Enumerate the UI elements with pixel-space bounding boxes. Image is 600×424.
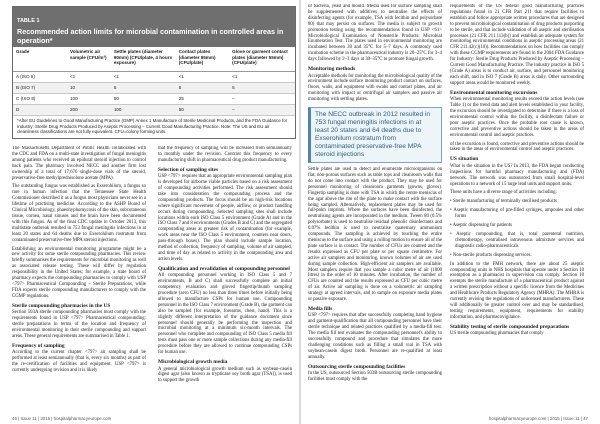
bullet-item: • Sterile manufacturing of terminally sterilised products [450, 199, 557, 205]
table-cell: 5 [229, 83, 295, 94]
table-tag: TABLE 1 [17, 18, 40, 24]
table-row [13, 83, 295, 94]
table-cell: <1 [111, 72, 176, 83]
table-cell: – [229, 105, 295, 116]
left-body [12, 146, 292, 412]
table-cell: 25 [176, 94, 229, 105]
column-header: Volumetric air sample (CFU/m³) [67, 47, 111, 72]
table-cell: D [13, 105, 67, 116]
section-heading: Sterile compounding pharmacies in the US [12, 302, 111, 309]
table-cell: 200 [67, 105, 111, 116]
column-header: Contact plates (diameter 55mm) (CFU/plate) [176, 47, 229, 72]
table-cell: 100 [67, 94, 111, 105]
body-paragraph: A general microbiological growth medium such as soybean-casein digest agar (also known as trypticase soy broth agar (TSA)), is used to support the growth [158, 366, 292, 384]
table-row [13, 94, 295, 105]
bullet-item: • Aseptic dispensing for patients [450, 223, 512, 229]
section-heading: Monitoring methods [308, 66, 356, 73]
column-header: Grade [13, 47, 67, 72]
body-paragraph: When environmental monitoring results exceed the action levels (see Table 1) or the trend data and alert levels established in your facility, the excursion should be investigated to determine if there is a loss of environmental control within the facility, a disinfectant failure or poor aseptic practices. Once the probable root cause is known, corrective and preventive actions should be taken in the areas of environmental control and aseptic practices. [450, 97, 584, 138]
section-heading: Stability testing of sterile compounded preparations [450, 323, 570, 330]
table-title: Recommended action limits for microbial contamination in controlled areas in operation* [17, 27, 284, 45]
body-paragraph: The Massachusetts Department of Public Health collaborated with the CDC and FDA on a multi-state investigation of fungal meningitis among patients who received an epidural steroid injection to control back pain. The pharmacy involved NECC and another firm lost ownership of a total of 17,676 single-dose vials of the steroid, preservative-free methylprednisolone acetate (MPA). [12, 146, 146, 181]
body-paragraph: According to the current chapter <797> air sampling shall be performed at least semiannually (that is, every six months) as part of the re-certification of facilities and equipment. USP <797> is currently undergoing revision and it is likely [12, 350, 146, 373]
body-paragraph: These units have a diverse range of activities including: [450, 190, 557, 196]
body-paragraph: In the US, outsourced Section 503B outsourcing sterile compounding facilities must comply with the [308, 371, 442, 383]
body-paragraph: Establishing an environmental monitoring programme might be a new activity for some sterile compounding pharmacies. This review briefly summarises the requirements for microbial monitoring as well as associated release testing. These will differ by regulation responsibility in the United States; for example, a state board of pharmacy expects the compounding pharmacies to comply with USP <797> Pharmaceutical Compounding – Sterile Preparations, while FDA expects sterile compounding manufacturers to comply with the CGMP regulations. [12, 246, 146, 299]
bullet-item: • Non-sterile products dispensing services. [450, 252, 532, 258]
column-header: Glove or garment contact plates (diameter 55mm) (CFU/plate) [229, 47, 295, 72]
body-paragraph: requirements of the US federal good manufacturing practices regulations found in 21 CFR Part 211 that require facilities to establish and follow appropriate written procedures that are designed to prevent microbiological contamination of drug products purporting to be sterile, and that include validation of all aseptic and sterilisation processes (21 CFR 211.113(b)) and establish an adequate system for monitoring environmental conditions in aseptic processing areas (21 CFR 211.42(c)(10)). Recommendations on how facilities can comply with these CGMP requirements are found in the 2004 FDA Guidance for Industry: Sterile Drug Products Produced by Aseptic Processing – Current Good Manufacturing Practice. The industry practice in ISO 5 (Grade A) areas is to conduct air, surface, and personnel monitoring each shift, and in ISO 7 (Grade B) areas is daily. Other surrounding support areas would be monitored weekly. [450, 4, 584, 86]
body-paragraph: The outstanding fungus was established as Exserohilum, a fungus so rare in human infection that the Tennessee State Health Commissioner described it as a fungus most physicians never see in a lifetime of practising medicine. According to the ASHP Board of Clinical Microbiology, phaeohyphomycosis of the skin, subcutaneous tissue, cornea, nasal sinuses and the brain have been documented with this fungus. As of the final CDC update in October 2013, this multistate outbreak resulted in 753 fungal meningitis infections in at least 20 states and 64 deaths due to Exserohilum rostratum from contaminated preservative-free MPA steroid injections. [12, 184, 146, 243]
bullet-item: • Aseptic compounding, that is, total parenteral nutrition, chemotherapy, centralised intravenous admixture services and diagnostic radio-pharmaceuticals [450, 232, 584, 249]
table-header [13, 7, 295, 47]
section-heading: Selection of sampling sites [158, 166, 219, 173]
section-heading: Microbiological growth media [158, 359, 228, 365]
body-paragraph: Settle plates are used to detect and enumerate microorganisms on flat, non-porous surfaces such as table tops and cleanroom walls that do not come into contact with the product. They may be used for personnel monitoring of cleanroom garments (gowns, gloves). Fingertip sampling is done with TSA in which the centre meniscus of the agar above the rim of the plate to make contact with the surface being sampled. Alternatively, replacement plates may be used for full-palm imprints. Where the surfaces have been disinfected, the neutralising agents are incorporated in the medium. Tween 80 (0.5% polysorbate) is used to neutralise residual phenolic disinfectants and 0.07% lecithin is used to neutralise quaternary ammonium compounds. The sampling is achieved by touching the entire meniscus to the surface and using a rolling motion to ensure all of the plate surface is in contact. The number of CFUs are counted and the results expressed as CFU per plate or per square centimetre. For active air samplers and monitoring, known volumes of air are used during sample collection. High-efficient air samplers are available. Most samplers require that you sample a cubic metre of air (1000 litres) in the order of 10 minutes. After incubation, the number of CFUs are counted and the results expressed as CFU per cubic metre of air. Active air sampling is done on a volumetric air sampling strategy at agreed intervals, and to sample on exposure media plates or passive exposure. [308, 167, 442, 303]
table-cell: C (ISO 8) [13, 94, 67, 105]
table-row [13, 105, 295, 116]
column-header: Settle plates (diameter 90mm) (CFU/plate, 4 hours exposure) [111, 47, 176, 72]
page-footer-left: 46 | Issue 11 | 2015 | hospitalpharmacyeurope.com [12, 416, 112, 421]
right-column-2 [450, 4, 584, 416]
table-cell: 5 [111, 83, 176, 94]
page-footer-right: hospitalpharmacyeurope.com | 2015 | Issue 11 | 47 [488, 416, 588, 421]
table-cell: – [229, 94, 295, 105]
body-paragraph: of the excursion is found, corrective and preventive actions should be taken in the areas of environmental control and aseptic practices. [450, 141, 584, 153]
table-cell: 5 [176, 83, 229, 94]
table-cell: 50 [176, 105, 229, 116]
body-paragraph: of bacteria, yeast and mould. Media used for surface sampling shall be supplemented with additives to neutralise the effects of disinfecting agents (for example, TSA with lecithin and polysorbate 80) that may persist on surfaces. The media is subject to growth promotion testing using the recommendations found in USP <61> Microbiological Examination of Nonsterile Products: Microbial Enumeration Test. The plates used in environmental monitoring are incubated between 30 and 35°C for 5–7 days. A commonly used incubation scheme in the pharmaceutical industry is 20–25°C for 3–4 days followed by 2–3 days at 30–35°C to promote fungal growth. [308, 4, 442, 63]
table-row [13, 72, 295, 83]
body-paragraph: Section 503A sterile compounding pharmacies must comply with the requirements found in USP <797> Pharmaceutical compounding: sterile preparations in terms of the location and frequency of environmental monitoring in their sterile compounding and support areas. These general requirements are summarised in Table 1. [12, 310, 146, 339]
body-paragraph: USP <797> requires that after successfully completing hand hygiene and garment-qualification that all compounding personnel have their sterile technique and related practices qualified by a media-fill test. The media fill test evaluates the compounding personnel's ability to successfully compound and procedure that simulates the more challenging conditions such as filling a small vial in TSA with soybean-casein digest broth. Personnel are re-qualified at least annually. [308, 313, 442, 360]
left-column-1 [12, 146, 146, 412]
action-limits-table [12, 6, 296, 139]
section-heading: Frequency of sampling [12, 342, 65, 349]
section-heading: Outsourcing sterile compounding facilities [308, 363, 406, 370]
body-paragraph: US sterile compounding pharmacies that comply [450, 331, 544, 337]
table-cell: <1 [229, 72, 295, 83]
table-cell: 10 [67, 83, 111, 94]
pull-quote: The NECC outbreak in 2012 resulted in 753 fungal meningitis infections in at least 20 states and 64 deaths due to Exserohilum rostratum from contaminated preservative-free MPA steroid injections [308, 107, 442, 163]
body-paragraph: In addition to the FMH network, there are about 25 aseptic compounding units in NHS hospitals that operate under a Section 10 exemption as a pharmacist in supervision can comply. Section 10 exempts the sterile manufacture of a pharmaceutical product against a written prescription without a specific licence from the Medicines and Healthcare Products Regulatory Agency (MHRA). The MHRA is currently revising the regulations of unlicensed manufacturers. These will additionally be greater control over and may be standardised, testing requirements, equipment, requirements for stability information, and pharmacovigilance. [450, 261, 584, 320]
body-paragraph: Acceptable methods for monitoring the microbiological quality of the environment include surface monitoring product contact on surfaces, floors, walls, and equipment with swabs and contact plates, and air monitoring with impact or centrifugal air samplers and passive air monitoring with settling plates. [308, 73, 442, 103]
bullet-item: • Aseptic manufacturing of pre-filled syringes, ampoules and other forms [450, 208, 584, 220]
table-cell: 100 [111, 105, 176, 116]
body-paragraph: USP <797> requires that an appropriate environmental sampling plan is developed for airborne viable particles based on a risk assessment of compounding activities performed. The risk assessment should take into consideration the compounding process and the compounding products. The focus should be on high-risk locations where significant movement of people, airflow, or product handling occurs during compounding. Selected sampling sites shall include locations within each ISO Class 5 environment (Grade A) and in the ISO Class 7 and 8 environments (Grades B and C) and the segregated compounding areas at greatest risk of contamination (for example, work areas near the ISO Class 5 environment, counters near doors, pass-through boxes). The plan should include sample location, method of collection, frequency of sampling, volume of air sampled, and time of day as related to activity in the compounding area and action levels. [158, 174, 292, 262]
table-cell: 50 [111, 94, 176, 105]
table-cell: <1 [67, 72, 111, 83]
section-heading: US situation [450, 156, 479, 163]
table-footnote: *After EU Guidelines to Good Manufacturing Practice (GMP) Annex 1 Manufacture of Sterile Medicinal Products, and the FDA Guidance for Industry: Sterile Drug Products Produced by Aseptic Processing – Current Good Manufacturing Practice. Note: The US and EU air cleanliness classifications are not fully equivalent. CFU=colony forming units. [17, 118, 288, 135]
limits-grid [13, 47, 295, 116]
right-column-1 [308, 4, 442, 416]
section-heading: Media fills [308, 305, 333, 312]
table-cell: B (ISO 7) [13, 83, 67, 94]
table-cell: <1 [176, 72, 229, 83]
body-paragraph: All compounding personnel working in ISO Class 5 and 7 environments, B and C) shall successfully complete an initial competency evaluation and gloved fingertip/thumb sampling procedure (zero CFU) no less than three times before initially being allowed to manufacture CSPs for human use. Compounding personnel in the ISO Class 7 environment (Grade B), the garment can also be sampled (for example, forearms, chest, hand). This is a slightly different interpretation of the guidance document since personnel should generally be performing the inspection and microbial monitoring at a minimum six-month intervals. The personnel who complete and compounding of ISO Class 5 media fill tests must pass one or more sample collections during any media-fill procedure before they are allowed to continue compounding CSPs for human use. [158, 273, 292, 356]
body-paragraph: What is the situation in the US? In 2013, the FDA began conducting inspections for harmful pharmacy manufacturing and (FDA) network. The network was outsourced from small hospital-level operations to a network of 15 large lead units and support units. [450, 163, 584, 187]
section-heading: Environmental monitoring excursions [450, 89, 538, 96]
right-page [300, 0, 600, 424]
left-column-2 [158, 146, 292, 412]
section-heading: Qualification and revalidation of compounding personnel [158, 265, 290, 272]
body-paragraph: that the frequency of sampling will be increased from semiannually to monthly under the revision. Contrast this frequency to every manufacturing shift in pharmaceutical drug product manufacturing. [158, 146, 292, 163]
table-cell: A (ISO 5) [13, 72, 67, 83]
